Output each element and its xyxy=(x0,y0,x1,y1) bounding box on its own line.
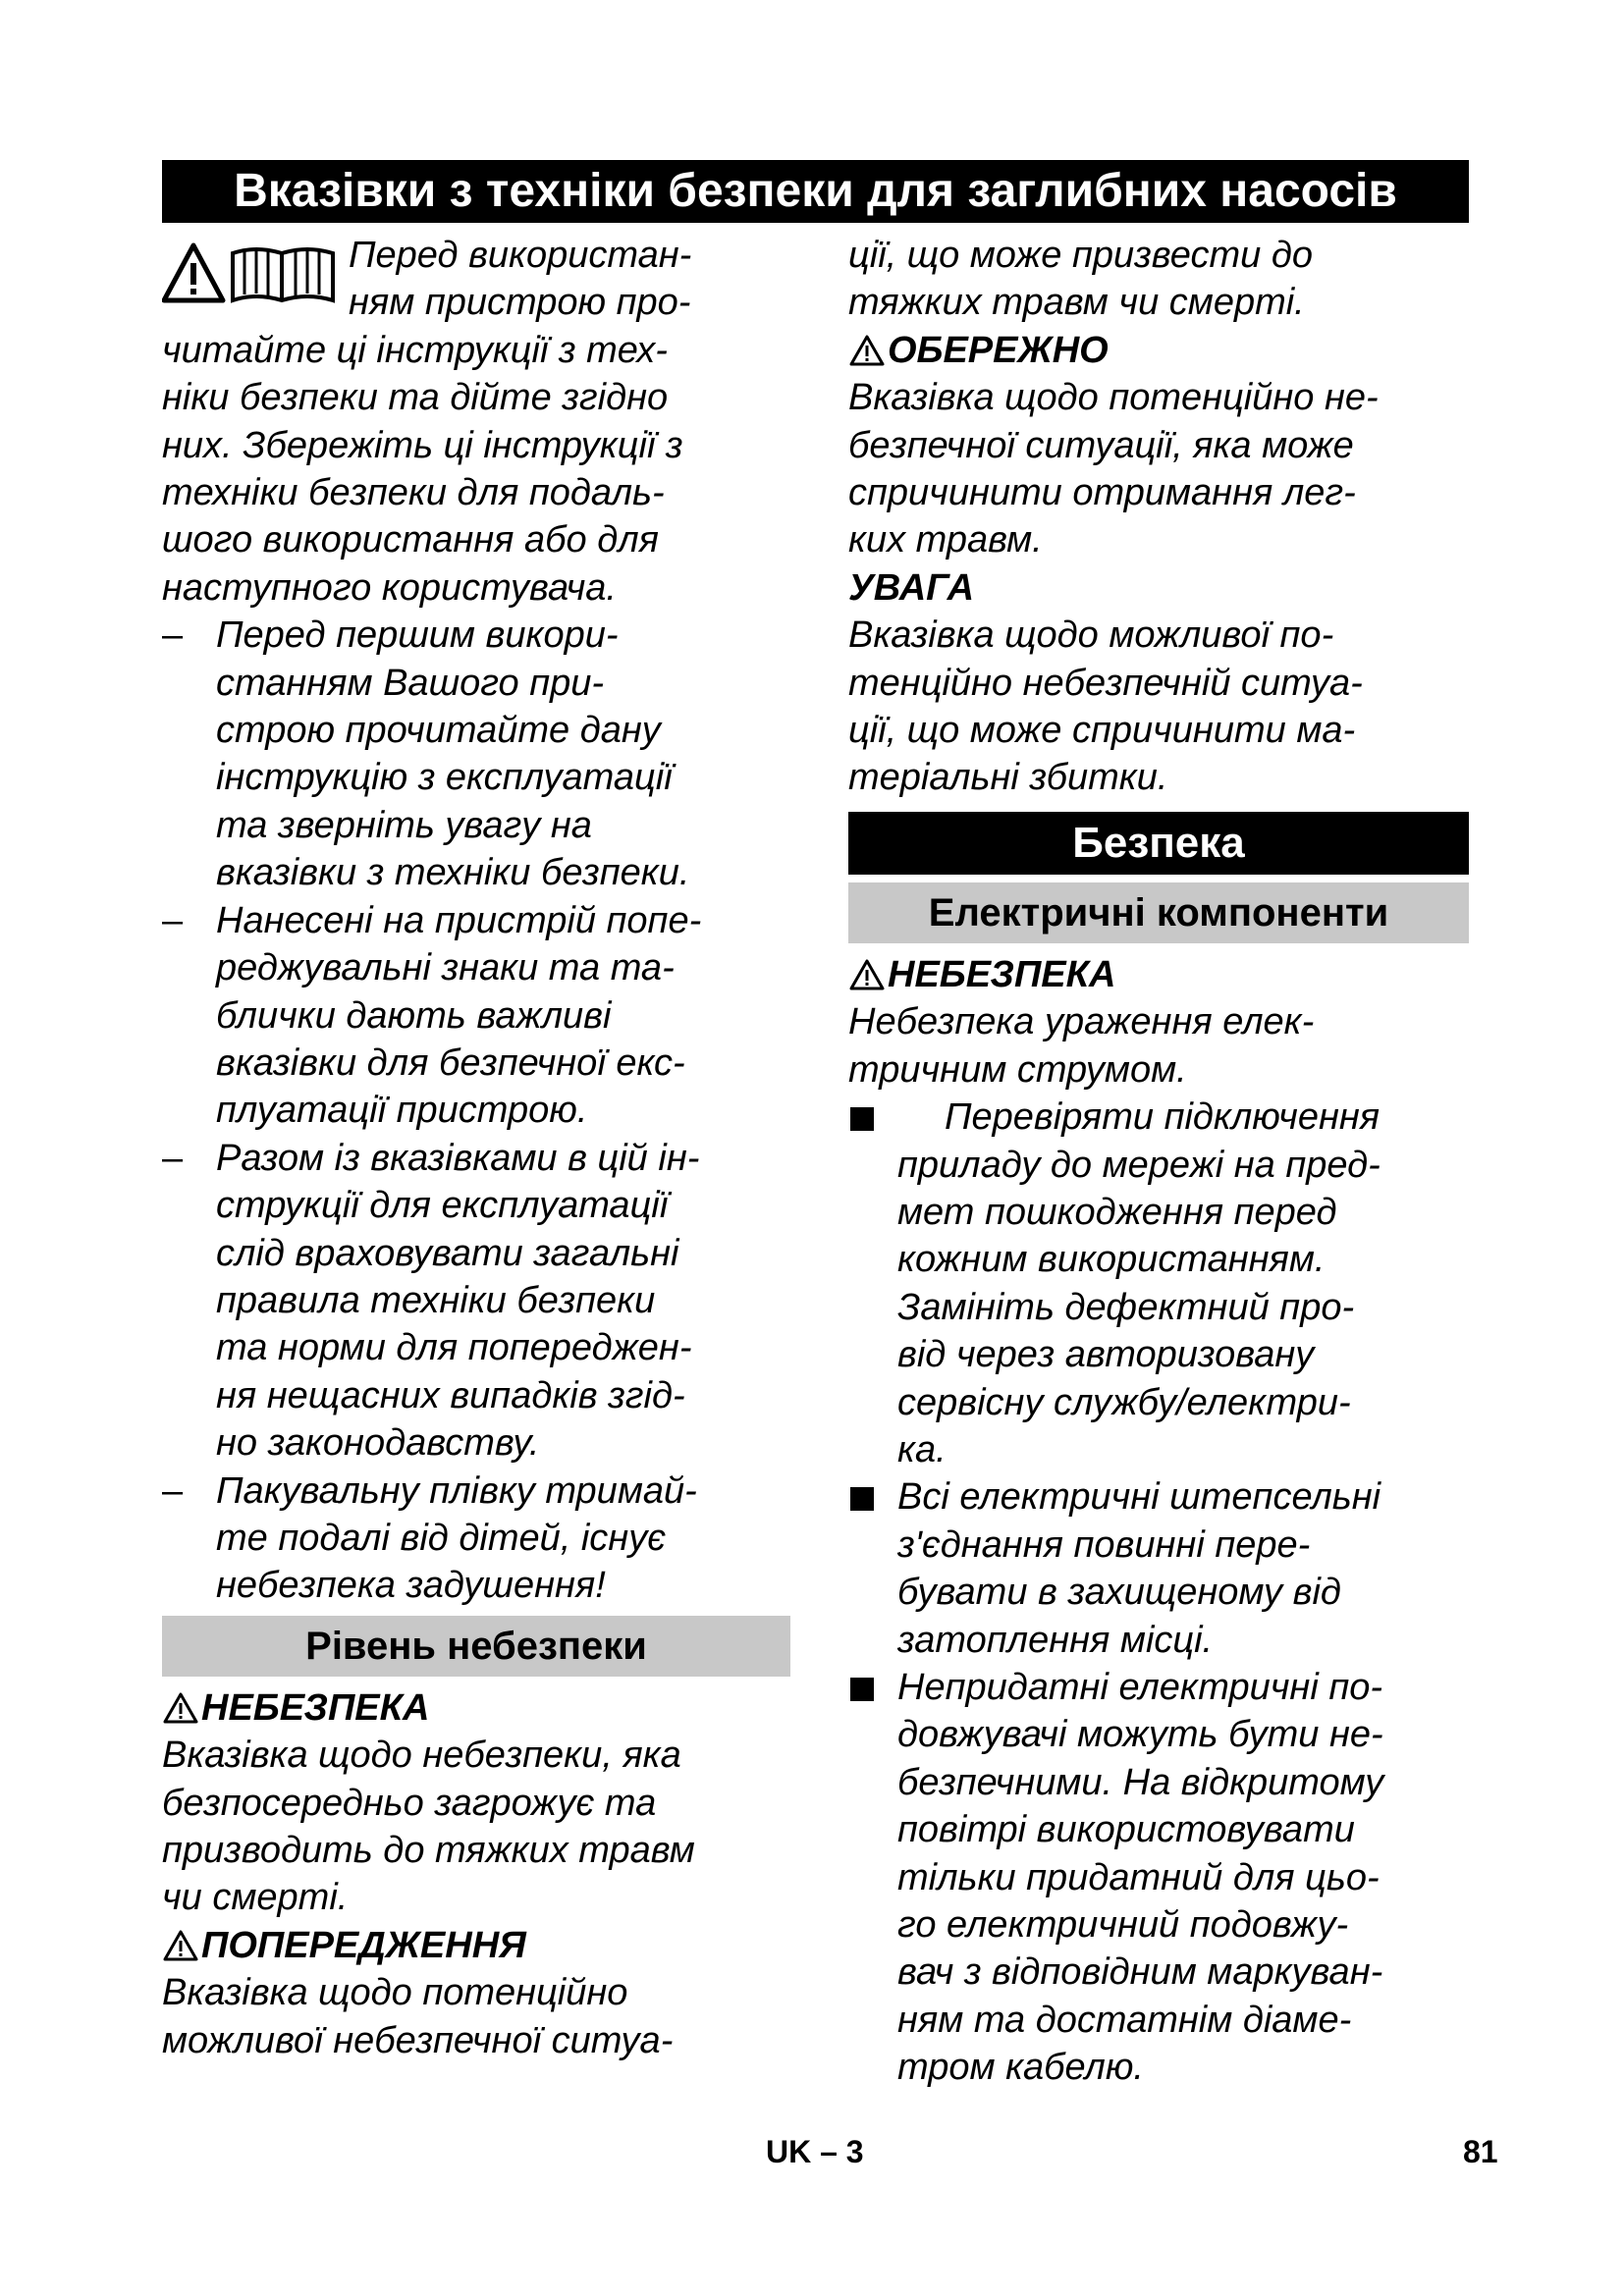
intro-line: ніки безпеки та дійте згідно xyxy=(162,377,669,419)
page-number: 81 xyxy=(1463,2134,1498,2169)
danger-label xyxy=(162,1684,790,1732)
intro-line: читайте ці інструкції з тех- xyxy=(162,329,668,371)
list-item-line: з'єднання повинні пере- xyxy=(897,1523,1311,1566)
notice-text-line: ції, що може спричинити ма- xyxy=(848,710,1356,752)
list-item-line: мет пошкодження перед xyxy=(897,1191,1337,1233)
list-item-line: кожним використанням. xyxy=(897,1239,1326,1281)
list-item xyxy=(162,1468,790,1610)
list-item-line: но законодавству. xyxy=(216,1422,540,1465)
warning-triangle-icon xyxy=(162,1929,199,1962)
list-item-line: тром кабелю. xyxy=(897,2047,1144,2089)
list-item-line: інструкцію з експлуатації xyxy=(216,757,673,799)
list-item xyxy=(848,1094,1469,1473)
notice-label: УВАГА xyxy=(848,566,975,609)
dash-marker: – xyxy=(162,1469,184,1512)
danger-text-line: безпосередньо загрожує та xyxy=(162,1782,657,1824)
list-item-line: безпечними. На відкритому xyxy=(897,1761,1384,1803)
warning-manual-icons xyxy=(162,240,339,320)
caution-label xyxy=(848,327,1469,374)
safety-heading: Безпека xyxy=(848,812,1469,875)
warning-label xyxy=(162,1922,790,1969)
list-item-line: Всі електричні штепсельні xyxy=(897,1476,1381,1519)
electrical-danger-label xyxy=(848,951,1469,998)
list-item xyxy=(162,612,790,896)
intro-line: них. Збережіть ці інструкції з xyxy=(162,424,683,466)
danger-text-line: чи смерті. xyxy=(162,1877,349,1919)
list-item-line: від через авторизовану xyxy=(897,1334,1315,1376)
danger-label-text: НЕБЕЗПЕКА xyxy=(201,1686,430,1729)
warning-text-line: можливої небезпечної ситуа- xyxy=(162,2019,674,2061)
list-item-line: вказівки для безпечної екс- xyxy=(216,1041,685,1084)
danger-text-line: Вказівка щодо небезпеки, яка xyxy=(162,1735,681,1777)
list-item xyxy=(848,1473,1469,1664)
list-item-line: блички дають важливі xyxy=(216,994,612,1037)
warning-label-text: ПОПЕРЕДЖЕННЯ xyxy=(201,1924,526,1966)
electrical-components-heading: Електричні компоненти xyxy=(848,882,1469,943)
intro-line: наступного користувача. xyxy=(162,566,617,609)
square-bullet-icon xyxy=(850,1107,874,1131)
caution-text-line: безпечної ситуації, яка може xyxy=(848,424,1354,466)
left-column xyxy=(162,232,790,2064)
intro-line: ням пристрою про- xyxy=(349,282,691,324)
list-item-line: небезпека задушення! xyxy=(216,1565,606,1607)
list-item-line: ня нещасних випадків згід- xyxy=(216,1374,685,1416)
caution-label-text: ОБЕРЕЖНО xyxy=(888,329,1109,371)
list-item-line: Перед першим викори- xyxy=(216,614,619,657)
list-item-line: ка. xyxy=(897,1428,947,1470)
warning-text-line: тяжких травм чи смерті. xyxy=(848,282,1305,324)
caution-text-line: Вказівка щодо потенційно не- xyxy=(848,377,1379,419)
intro-block xyxy=(162,232,790,612)
warning-triangle-icon xyxy=(162,1691,199,1725)
warning-text-line: Вказівка щодо потенційно xyxy=(162,1972,628,2014)
list-item-line: Замініть дефектний про- xyxy=(897,1286,1355,1328)
intro-line: техніки безпеки для подаль- xyxy=(162,472,665,514)
notice-text-line: теріальні збитки. xyxy=(848,757,1168,799)
list-item-line: станням Вашого при- xyxy=(216,662,605,704)
list-item-line: та зверніть увагу на xyxy=(216,804,592,846)
list-item-line: струкції для експлуатації xyxy=(216,1185,669,1227)
list-item-line: приладу до мережі на пред- xyxy=(897,1144,1380,1186)
square-bullet-icon xyxy=(850,1487,874,1511)
list-item-line: сервісну службу/електри- xyxy=(897,1381,1351,1423)
list-item-line: слід враховувати загальні xyxy=(216,1232,679,1274)
list-item-line: Пакувальну плівку тримай- xyxy=(216,1469,697,1512)
manual-book-icon xyxy=(233,249,333,300)
list-item xyxy=(848,1664,1469,2092)
hazard-levels-heading: Рівень небезпеки xyxy=(162,1616,790,1677)
electrical-danger-label-text: НЕБЕЗПЕКА xyxy=(888,953,1116,995)
electrical-danger-line: Небезпека ураження елек- xyxy=(848,1001,1315,1043)
list-item-line: вач з відповідним маркуван- xyxy=(897,1951,1383,1994)
dash-marker: – xyxy=(162,614,184,657)
danger-text-line: призводить до тяжких травм xyxy=(162,1830,695,1871)
square-bullet-icon xyxy=(850,1678,874,1701)
list-item-line: го електричний подовжу- xyxy=(897,1904,1349,1946)
warning-triangle-icon xyxy=(848,958,886,991)
list-item-line: плуатації пристрою. xyxy=(216,1090,588,1132)
notice-text-line: тенційно небезпечній ситуа- xyxy=(848,662,1363,704)
footer-section-label: UK – 3 xyxy=(766,2134,864,2169)
intro-line: шого використання або для xyxy=(162,519,659,561)
list-item-line: реджувальні знаки та та- xyxy=(216,947,675,989)
electrical-danger-line: тричним струмом. xyxy=(848,1048,1187,1091)
list-item-line: довжувачі можуть бути не- xyxy=(897,1714,1383,1756)
list-item-line: Перевіряти підключення xyxy=(945,1096,1380,1139)
list-item xyxy=(162,897,790,1135)
right-column xyxy=(848,232,1469,2092)
list-item-line: та норми для попереджен- xyxy=(216,1327,692,1369)
list-item-line: ням та достатнім діаме- xyxy=(897,1999,1352,2041)
warning-triangle-icon xyxy=(164,245,223,300)
dash-marker: – xyxy=(162,899,184,941)
list-item-line: затоплення місці. xyxy=(897,1619,1214,1661)
dash-marker: – xyxy=(162,1137,184,1179)
list-item-line: повітрі використовувати xyxy=(897,1809,1355,1851)
list-item xyxy=(162,1135,790,1468)
caution-text-line: спричинити отримання лег- xyxy=(848,472,1356,514)
list-item-line: вказівки з техніки безпеки. xyxy=(216,852,690,894)
list-item-line: строю прочитайте дану xyxy=(216,710,661,752)
list-item-line: Нанесені на пристрій попе- xyxy=(216,899,702,941)
warning-triangle-icon xyxy=(848,334,886,367)
notice-text-line: Вказівка щодо можливої по- xyxy=(848,614,1334,657)
list-item-line: Непридатні електричні по- xyxy=(897,1666,1383,1708)
caution-text-line: ких травм. xyxy=(848,519,1043,561)
list-item-line: те подалі від дітей, існує xyxy=(216,1517,667,1559)
list-item-line: правила техніки безпеки xyxy=(216,1279,656,1321)
page-title: Вказівки з техніки безпеки для заглибних насосів xyxy=(162,160,1469,223)
intro-line: Перед використан- xyxy=(349,235,692,276)
warning-text-line: ції, що може призвести до xyxy=(848,235,1313,276)
list-item-line: Разом із вказівками в цій ін- xyxy=(216,1137,700,1179)
list-item-line: бувати в захищеному від xyxy=(897,1572,1341,1614)
list-item-line: тільки придатний для цьо- xyxy=(897,1856,1380,1898)
